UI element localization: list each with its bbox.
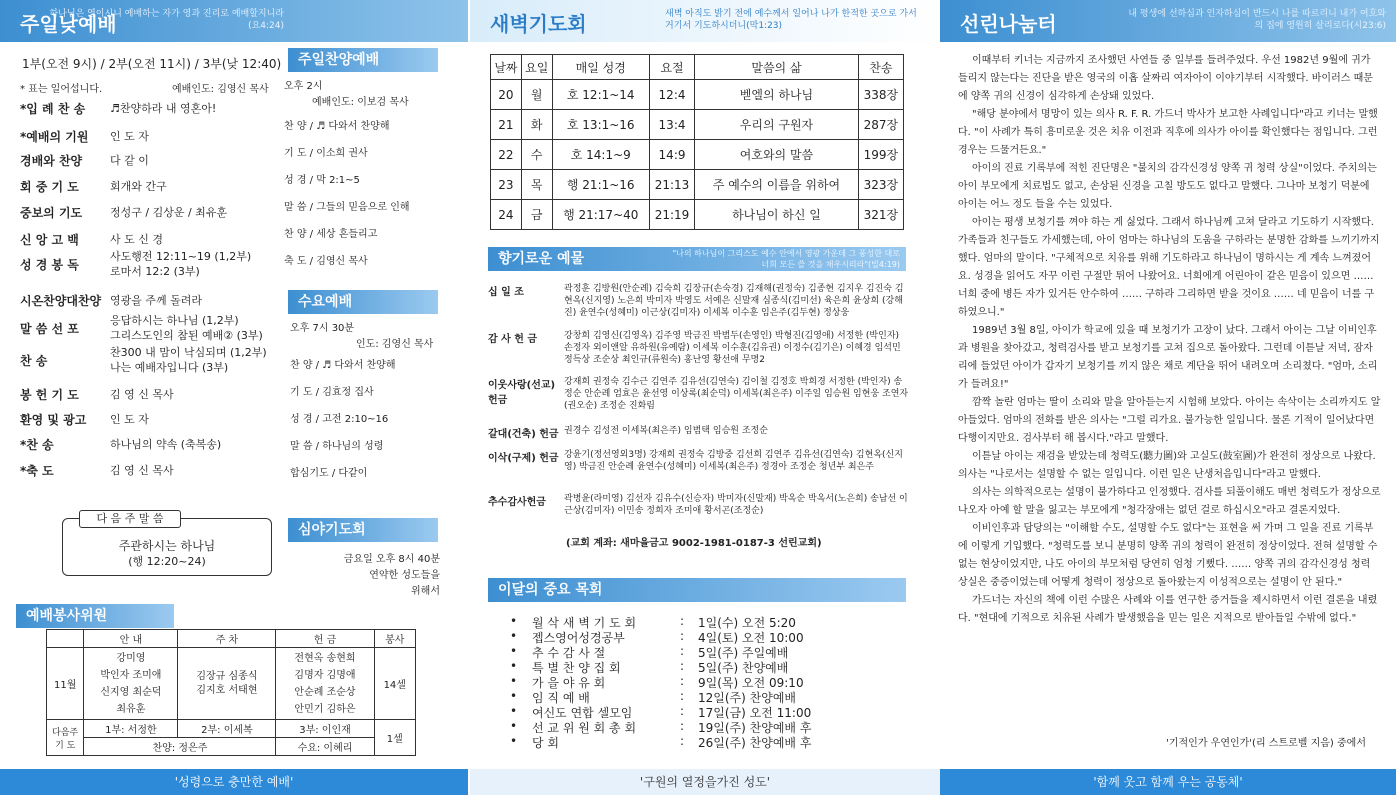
schedule-cell: 벧엘의 하나님	[695, 80, 859, 110]
schedule-cell: 321장	[858, 200, 903, 230]
order-value: 인 도 자	[110, 130, 149, 143]
night-prayer-line: 금요일 오후 8시 40분	[343, 554, 440, 565]
praise-item: 찬 양 / 세상 흔들리고	[284, 229, 378, 240]
praise-item: 말 씀 / 그들의 믿음으로 인해	[284, 202, 410, 213]
schedule-cell: 수	[521, 140, 552, 170]
wednesday-item: 찬 양 / ♬ 다와서 찬양해	[290, 360, 396, 371]
offering-names: 강창희 김영신(김영옥) 김주영 박금진 박범두(손영인) 박형진(김영애) 서정한 (박인자) 손정자 외이앤알 유하원(유예람) 이세복 이수훈(김유권) 이정수(김기은) 이혜경 임석민 정득상 조순상 최인규(류원숙) 홍난영 황선애 무명2	[564, 331, 901, 365]
worship-leader: 예배인도: 김영신 목사	[172, 84, 269, 95]
wednesday-item: 말 씀 / 하나님의 성령	[290, 441, 384, 452]
schedule-cell: 24	[491, 200, 522, 230]
committee-header: 헌 금	[276, 630, 374, 648]
order-label: 시온찬양대찬양	[20, 294, 102, 308]
order-value: 다 같 이	[110, 154, 149, 167]
next-week-word-ref: (행 12:20~24)	[128, 555, 206, 568]
guide-name: 최유훈	[116, 703, 146, 715]
order-value: 사도행전 12:11~19 (1,2부)	[110, 250, 252, 263]
schedule-cell: 323장	[858, 170, 903, 200]
column-footer: '함께 웃고 함께 우는 공동체'	[940, 769, 1396, 795]
next-week-prayer: 1부: 서정한	[84, 720, 178, 738]
sharing-column	[940, 0, 1396, 795]
story-paragraph: 가드너는 자신의 책에 이런 수많은 사례와 이를 연구한 증거들을 제시하면서 이런 결론을 내렸다. "현대에 기적으로 치유된 사례가 발생했음을 믿는 일은 지적으로 받아들일 수밖에 없다."	[958, 595, 1378, 624]
schedule-header: 요절	[649, 55, 694, 80]
next-week-word-title: 주관하시는 하나님	[118, 539, 216, 553]
bullet-icon: •	[510, 659, 518, 673]
event-date: 17일(금) 오전 11:00	[698, 706, 812, 720]
offering-label: 갈대(건축) 헌금	[488, 429, 559, 440]
order-label: *예배의 기원	[20, 130, 89, 144]
offering-label: 이웃사랑(선교) 헌금	[488, 380, 556, 406]
column-footer: '구원의 열정을가진 성도'	[470, 769, 940, 795]
offering-label: 이삭(구제) 헌금	[488, 453, 559, 464]
night-prayer-line: 연약한 성도들을	[369, 570, 440, 581]
schedule-cell: 338장	[858, 80, 903, 110]
committee-serve: 14셀	[374, 648, 415, 720]
event-date: 5일(주) 주일예배	[698, 646, 789, 660]
order-value: 회개와 간구	[110, 180, 167, 193]
schedule-cell: 주 예수의 이름을 위하여	[695, 170, 859, 200]
bullet-icon: •	[510, 614, 518, 628]
bullet-icon: •	[510, 734, 518, 748]
offering-names: 권경수 김성전 이세복(최은주) 임범택 임승원 조정순	[564, 426, 768, 436]
event-name: 특 별 찬 양 집 회	[532, 661, 621, 675]
bullet-icon: •	[510, 644, 518, 658]
committee-table	[46, 629, 416, 756]
bullet-icon: •	[510, 629, 518, 643]
schedule-cell: 하나님이 하신 일	[695, 200, 859, 230]
sunday-worship-header	[0, 0, 468, 42]
order-label: 환영 및 광고	[20, 413, 87, 427]
story-paragraph: 깜짝 놀란 엄마는 딸이 소리와 말을 알아듣는지 시험해 보았다. 아이는 속삭이는 소리까지도 알아들었다. 엄마의 전화를 받은 의사는 "그럴 리가요. 불가능한 일입니다. 물론 기적이 일어났다면 다행이지만요. 검사부터 해 봅시다."라고 말했다.	[958, 397, 1381, 444]
bullet-icon: •	[510, 704, 518, 718]
schedule-cell: 199장	[858, 140, 903, 170]
night-prayer-bar: 심야기도회	[288, 518, 438, 542]
event-name: 추 수 감 사 절	[532, 646, 606, 660]
event-date: 1일(수) 오전 5:20	[698, 616, 796, 630]
wednesday-item: 성 경 / 고전 2:10~16	[290, 414, 389, 425]
next-week-praise: 찬양: 정은주	[84, 738, 276, 756]
offering-name: 안순례 조순상	[294, 686, 356, 698]
offering-names: 곽병윤(라미영) 김선자 김유수(신승자) 박미자(신말재) 박옥순 박옥서(노은희) 송남선 이근상(김미자) 이민송 정희자 조미애 황서곤(조정순)	[564, 494, 908, 516]
parking-name: 김장규 심종식	[196, 670, 258, 682]
wednesday-worship-bar: 수요예배	[288, 290, 438, 314]
event-colon: :	[680, 689, 685, 703]
story-paragraph: 이비인후과 담당의는 "이해할 수도, 설명할 수도 없다"는 표현을 써 가며 그 일을 진료 기록부에 이렇게 기입했다. "청력도를 보니 분명히 양쪽 귀의 청력이 완전히 정상이었다. 전혀 설명할 수 없는 현상이었지만, 나도 아이의 부모처럼 당연히 엄청 기뻤다. …… 양쪽 귀의 감각신경성 청력 상실은 중증이었는데 어떻게 청력이 정상으로 돌아왔는지 이성적으로는 설명이 안 된다."	[958, 523, 1378, 588]
schedule-cell: 22	[491, 140, 522, 170]
committee-month: 11월	[47, 648, 84, 720]
offering-name: 안민기 김하은	[294, 703, 356, 715]
guide-name: 박인자 조미애	[100, 669, 162, 681]
event-colon: :	[680, 614, 685, 628]
schedule-cell: 호 14:1~9	[552, 140, 649, 170]
event-date: 19일(주) 찬양예배 후	[698, 721, 812, 735]
order-value: ♬찬양하라 내 영혼아!	[110, 102, 217, 115]
dawn-prayer-header	[470, 0, 940, 42]
offering-names: 강윤기(정선영외3명) 강재희 권정숙 김방중 김선희 김연주 김유선(김연숙) 김현옥(신지영) 박금진 안순례 윤연수(성혜미) 이세복(최은주) 정경아 조정순 청년부 최은주	[564, 450, 903, 472]
event-name: 당 회	[532, 736, 559, 750]
schedule-cell: 23	[491, 170, 522, 200]
schedule-header: 요일	[521, 55, 552, 80]
praise-worship-bar: 주일찬양예배	[288, 48, 438, 72]
event-colon: :	[680, 734, 685, 748]
wednesday-item: 합심기도 / 다같이	[290, 468, 368, 479]
offering-names: 강재희 권정숙 김수근 김연주 김유선(김연숙) 김이철 김정호 박희경 서정한 (박인자) 송정순 안순례 엄효은 윤선영 이상록(최순덕) 이세복(최은주) 이주일 임승원 임현웅 조연자(권오순) 조정순 진화림	[564, 377, 909, 411]
event-colon: :	[680, 719, 685, 733]
order-value: 정성구 / 김상운 / 최유훈	[110, 206, 228, 219]
next-week-serve: 1셀	[374, 720, 415, 756]
schedule-cell: 화	[521, 110, 552, 140]
event-colon: :	[680, 674, 685, 688]
bullet-icon: •	[510, 689, 518, 703]
dawn-prayer-column	[470, 0, 940, 795]
bullet-icon: •	[510, 719, 518, 733]
order-value: 응답하시는 하나님 (1,2부)	[110, 314, 239, 327]
committee-offering	[276, 648, 374, 720]
event-name: 여신도 연합 셀모임	[532, 706, 633, 720]
dawn-schedule-table	[490, 54, 904, 230]
schedule-cell: 20	[491, 80, 522, 110]
order-label: 중보의 기도	[20, 206, 83, 220]
story-paragraph: 이튿날 아이는 재검을 받았는데 청력도(聽力圖)와 고실도(鼓室圖)가 완전히 정상으로 나왔다. 의사는 "나로서는 설명할 수 없는 일입니다. 이런 일은 난생처음입니다"라고 말했다.	[958, 451, 1376, 480]
event-colon: :	[680, 629, 685, 643]
event-name: 월 삭 새 벽 기 도 회	[532, 616, 637, 630]
story-paragraph: 1989년 3월 8일, 아이가 학교에 있을 때 보청기가 고장이 났다. 그래서 아이는 그날 이비인후과 병원을 찾아갔고, 청력검사를 받고 보청기를 고쳐 집으로 돌아왔다. 그런데 이튿날 저녁, 잠자리에 들었던 아이가 갑자기 보청기를 끼지 않은 채로 계단을 뛰어 내려오며 소리쳤다. "엄마, 소리가 들려요!"	[958, 325, 1378, 390]
schedule-cell: 13:4	[649, 110, 694, 140]
schedule-header: 날짜	[491, 55, 522, 80]
offering-title: 향기로운 예물	[498, 251, 585, 267]
praise-leader: 예배인도: 이보검 목사	[312, 97, 409, 108]
guide-name: 신지영 최순덕	[100, 686, 162, 698]
sharing-header	[940, 0, 1396, 42]
order-label: 성 경 봉 독	[20, 258, 79, 272]
event-colon: :	[680, 704, 685, 718]
schedule-row	[491, 140, 904, 170]
committee-bar: 예배봉사위원	[16, 604, 174, 628]
order-label: *축 도	[20, 464, 54, 478]
event-colon: :	[680, 659, 685, 673]
offering-name: 김명자 김명애	[294, 669, 356, 681]
committee-header: 봉사	[374, 630, 415, 648]
offering-bar	[488, 247, 906, 271]
offering-label: 십 일 조	[488, 287, 524, 298]
account-info: (교회 계좌: 새마을금고 9002-1981-0187-3 선린교회)	[566, 538, 822, 549]
committee-guides	[84, 648, 178, 720]
order-label: 경배와 찬양	[20, 154, 83, 168]
praise-item: 찬 양 / ♬ 다와서 찬양해	[284, 121, 390, 132]
events-bar: 이달의 중요 목회	[488, 578, 906, 602]
schedule-cell: 호 13:1~16	[552, 110, 649, 140]
header-verse: 새벽 아직도 밝기 전에 예수께서 일어나 나가 한적한 곳으로 가서 거기서 기도하시더니(막1:23)	[665, 9, 917, 31]
event-date: 12일(주) 찬양예배	[698, 691, 796, 705]
order-label: *입 례 찬 송	[20, 102, 86, 116]
event-date: 9일(목) 오전 09:10	[698, 676, 804, 690]
order-label: 말 씀 선 포	[20, 322, 79, 336]
schedule-cell: 21	[491, 110, 522, 140]
order-value: 사 도 신 경	[110, 233, 163, 246]
praise-item: 기 도 / 이소희 권사	[284, 148, 368, 159]
page-title: 주일낮예배	[20, 12, 117, 36]
schedule-cell: 호 12:1~14	[552, 80, 649, 110]
header-verse: 하나님은 영이시니 예배하는 자가 영과 진리로 예배할지니라(요4:24)	[49, 9, 284, 31]
praise-item: 성 경 / 막 2:1~5	[284, 175, 360, 186]
order-value: 김 영 신 목사	[110, 464, 174, 477]
schedule-cell: 21:13	[649, 170, 694, 200]
order-label: 회 중 기 도	[20, 180, 79, 194]
bullet-icon: •	[510, 674, 518, 688]
committee-parking	[178, 648, 276, 720]
story-paragraph: 의사는 의학적으로는 설명이 불가하다고 인정했다. 검사를 되풀이해도 매번 청력도가 정상으로 나오자 아예 할 말을 잃고는 부모에게 "청각장애는 없던 걸로 하십시오"라고 결론지었다.	[958, 487, 1381, 516]
offering-names: 곽정훈 김방원(안순례) 김숙희 김장규(손숙경) 김재해(권정숙) 김종현 김지우 김진숙 김현옥(신지영) 노은희 박미자 박영도 서예은 신말재 심종식(김미선) 육은희 윤상희 (강해진) 윤연수(성혜미) 이근상(김미자) 이세복 이수훈 임은주(김두현) 정상웅	[564, 284, 904, 318]
schedule-cell: 금	[521, 200, 552, 230]
header-verse: 내 평생에 선하심과 인자하심이 반드시 나를 따르리니 내가 여호와의 집에 영원히 살리로다(시23:6)	[1128, 9, 1386, 31]
schedule-cell: 21:19	[649, 200, 694, 230]
order-value: 영광을 주께 돌려라	[110, 294, 203, 307]
schedule-cell: 여호와의 말씀	[695, 140, 859, 170]
event-name: 젭스영어성경공부	[532, 631, 625, 645]
next-week-wed: 수요: 이혜리	[276, 738, 374, 756]
column-footer: '성령으로 충만한 예배'	[0, 769, 468, 795]
committee-header: 안 내	[84, 630, 178, 648]
event-name: 가 을 야 유 회	[532, 676, 606, 690]
schedule-row	[491, 80, 904, 110]
schedule-cell: 14:9	[649, 140, 694, 170]
schedule-cell: 행 21:1~16	[552, 170, 649, 200]
order-value: 하나님의 약속 (축복송)	[110, 438, 222, 451]
schedule-header: 말씀의 삶	[695, 55, 859, 80]
section-title: 새벽기도회	[490, 12, 587, 36]
event-date: 4일(토) 오전 10:00	[698, 631, 804, 645]
praise-item: 축 도 / 김영신 목사	[284, 256, 368, 267]
offering-label: 추수감사헌금	[488, 497, 546, 508]
story-text	[958, 52, 1382, 628]
next-week-label: 다음주 기 도	[47, 720, 84, 756]
story-paragraph: 아이의 진료 기록부에 적힌 진단명은 "불치의 감각신경성 양쪽 귀 청력 상실"이었다. 주치의는 아이 부모에게 치료법도 없고, 손상된 신경을 고칠 방도도 없다고 말했다. 그나마 보청기 덕분에 아이는 어느 정도 들을 수는 있었다.	[958, 163, 1377, 210]
schedule-header: 매일 성경	[552, 55, 649, 80]
next-week-word-label: 다 음 주 말 씀	[79, 510, 181, 528]
order-value: 나는 예배자입니다 (3부)	[110, 361, 229, 374]
worship-column	[0, 0, 468, 795]
parking-name: 김지호 서태현	[196, 684, 258, 696]
offering-name: 전현옥 송현희	[294, 652, 356, 664]
praise-time: 오후 2시	[284, 81, 323, 92]
order-label: 신 앙 고 백	[20, 233, 79, 247]
event-name: 선 교 위 원 회 총 회	[532, 721, 637, 735]
order-value: 김 영 신 목사	[110, 388, 174, 401]
committee-header: 주 차	[178, 630, 276, 648]
night-prayer-line: 위해서	[411, 586, 440, 597]
schedule-row	[491, 170, 904, 200]
schedule-cell: 목	[521, 170, 552, 200]
story-paragraph: "해당 분야에서 명망이 있는 의사 R. F. R. 가드너 박사가 보고한 사례입니다"라고 키너는 말했다. "이 사례가 특히 흥미로운 것은 치유 이전과 직후에 의사가 아이를 확인했다는 점입니다. 그런 경우는 드물거든요."	[958, 109, 1378, 156]
order-label: 봉 헌 기 도	[20, 388, 79, 402]
event-colon: :	[680, 644, 685, 658]
order-value: 로마서 12:2 (3부)	[110, 265, 200, 278]
schedule-row	[491, 200, 904, 230]
committee-corner	[47, 630, 84, 648]
schedule-cell: 287장	[858, 110, 903, 140]
order-value: 인 도 자	[110, 413, 149, 426]
next-week-word-box	[62, 512, 272, 576]
event-name: 임 직 예 배	[532, 691, 590, 705]
service-times: 1부(오전 9시) / 2부(오전 11시) / 3부(낮 12:40)	[22, 57, 282, 71]
schedule-cell: 12:4	[649, 80, 694, 110]
order-label: *찬 송	[20, 438, 54, 452]
schedule-row	[491, 110, 904, 140]
order-value: 그리스도인의 참된 예배② (3부)	[110, 329, 263, 342]
offering-verse: "나의 하나님이 그리스도 예수 안에서 영광 가운데 그 풍성한 대로 너희 모든 쓸 것을 채우시리라"(빌4:19)	[672, 249, 900, 269]
event-date: 26일(주) 찬양예배 후	[698, 736, 812, 750]
schedule-cell: 행 21:17~40	[552, 200, 649, 230]
guide-name: 강미영	[116, 652, 146, 664]
order-label: 찬 송	[20, 354, 48, 368]
next-week-prayer: 2부: 이세복	[178, 720, 276, 738]
night-prayer-info	[290, 552, 440, 600]
story-paragraph: 아이는 평생 보청기를 껴야 하는 게 싫었다. 그래서 하나님께 고쳐 달라고 기도하기 시작했다. 가족들과 친구들도 가세했는데, 아이 엄마는 하나님의 도움을 구하라는 분명한 감화를 느끼기까지 했다. 엄마의 말이다. "구체적으로 치유를 위해 기도하라고 하나님이 명하시는 게 계속 느껴졌어요. 성경을 읽어도 자꾸 이런 구절만 튀어 나왔어요. 너희에게 어린아이 같은 믿음이 있으면 …… 너희 중에 병든 자가 있거든 안수하여 …… 구하라 그리하면 받을 것이요 …… 네 믿음이 너를 구하였으니."	[958, 217, 1380, 318]
story-source: '기적인가 우연인가'(리 스트로벨 지음) 중에서	[1166, 738, 1366, 749]
wednesday-leader: 인도: 김영신 목사	[356, 339, 434, 350]
schedule-header: 찬송	[858, 55, 903, 80]
story-paragraph: 이때부터 키너는 지금까지 조사했던 사연들 중 일부를 들려주었다. 우선 1982년 9월에 귀가 들리지 않는다는 진단을 받은 영국의 이홉 살짜리 여자아이 이야기부터 시작했다. 바이러스 때문에 양쪽 귀의 신경이 심각하게 손상돼 있었다.	[958, 55, 1373, 102]
event-date: 5일(주) 찬양예배	[698, 661, 789, 675]
offering-label: 감 사 헌 금	[488, 334, 538, 345]
wednesday-time: 오후 7시 30분	[290, 323, 355, 334]
schedule-cell: 월	[521, 80, 552, 110]
order-value: 찬300 내 맘이 낙심되며 (1,2부)	[110, 346, 267, 359]
next-week-prayer: 3부: 이인재	[276, 720, 374, 738]
section-title: 선린나눔터	[960, 12, 1057, 36]
wednesday-item: 기 도 / 김효정 집사	[290, 387, 374, 398]
standing-note: * 표는 일어섭니다.	[20, 84, 103, 95]
schedule-cell: 우리의 구원자	[695, 110, 859, 140]
